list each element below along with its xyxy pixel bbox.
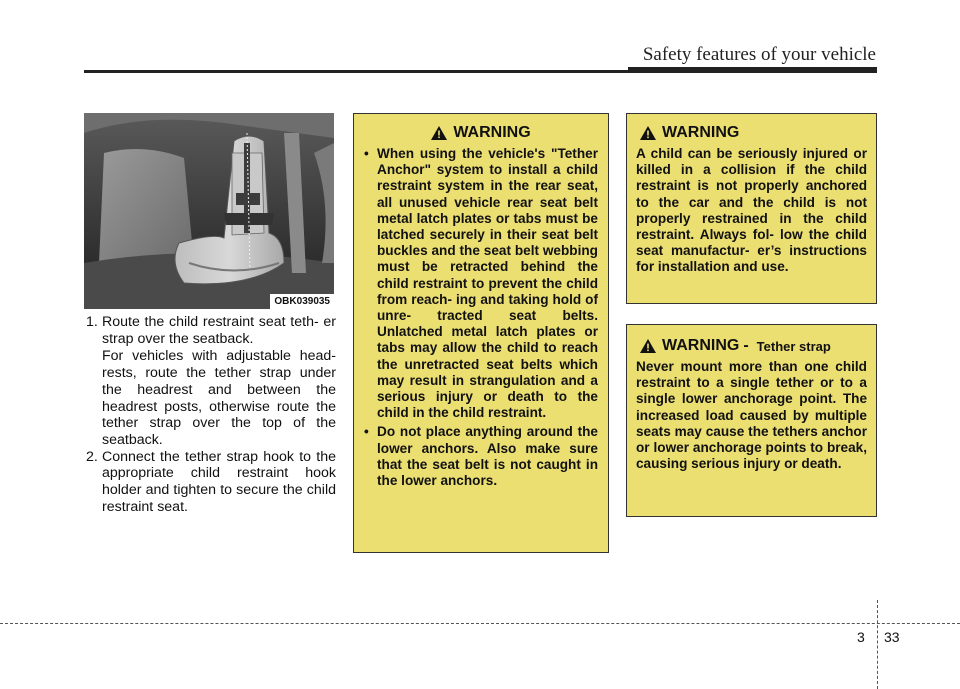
warning-bullets: [364, 146, 598, 489]
list-item: [364, 424, 598, 489]
chapter-number: 3: [857, 629, 865, 645]
warning-title: WARNING: [662, 124, 740, 141]
page-footer-rule: [0, 623, 960, 624]
step-text: Route the child restraint seat teth- er strap over the seatback.: [102, 314, 336, 347]
warning-triangle-icon: [431, 126, 447, 140]
step-text: Connect the tether strap hook to the appropriate child restraint hook holder and tighten to secure the child restraint seat.: [102, 448, 336, 515]
instruction-steps: [86, 314, 336, 515]
child-seat-illustration: [84, 113, 334, 309]
warning-box-child-restraint: [626, 113, 877, 304]
warning-title: WARNING: [453, 124, 531, 141]
warning-text: Never mount more than one child restraint to a single tether or to a single lower anchorage point. The increased load caused by multiple seats may cause the tethers anchor or lower anchorage points to break, causing serious injury or death.: [636, 359, 867, 472]
warning-heading: [636, 337, 867, 355]
warning-triangle-icon: [640, 339, 656, 353]
bullet-marker: •: [364, 424, 369, 440]
warning-box-tether-strap: [626, 324, 877, 517]
child-seat-drawing: [84, 113, 334, 309]
warning-heading: [636, 124, 867, 142]
page-footer-divider: [877, 600, 878, 689]
step-number: 2.: [86, 448, 98, 465]
warning-text: A child can be seriously injured or killed in a collision if the child restraint is not properly anchored to the car and the child is not properly restrained in the child restraint. Always fol- low the child seat manufactur- er’s instructions for installation and use.: [636, 146, 867, 275]
warning-heading: [364, 124, 598, 142]
bullet-text: Do not place anything around the lower anchors. Also make sure that the seat belt is not caught in the lower anchors.: [377, 424, 598, 489]
header-rule-accent: [628, 67, 877, 73]
list-item: [364, 146, 598, 421]
bullet-text: When using the vehicle's "Tether Anchor" system to install a child restraint system in the rear seat, all unused vehicle rear seat belt metal latch plates or tabs must be latched securely in their seat belt buckles and the seat belt webbing must be retracted behind the child restraint to prevent the child from reach- ing and taking hold of unre- tracted seat belts. Unlatched metal latch plates or tabs may allow the child to reach the unretracted seat belts which may result in strangulation and a serious injury or death to the child in the child restraint.: [377, 146, 598, 421]
step-1-note: For vehicles with adjustable head- rests, route the tether strap under the headrest and between the headrest posts, otherwise route the tether strap over the top of the seatback.: [102, 348, 336, 448]
section-title: Safety features of your vehicle: [642, 44, 876, 65]
step-1: [86, 314, 336, 347]
warning-triangle-icon: [640, 126, 656, 140]
page-number: 33: [884, 629, 900, 645]
warning-title-dash: -: [743, 337, 749, 354]
figure-code: OBK039035: [270, 294, 334, 309]
step-2: [86, 449, 336, 516]
warning-title: WARNING: [662, 337, 740, 354]
warning-box-tether-anchor: [353, 113, 609, 553]
warning-subtitle: Tether strap: [756, 338, 831, 354]
bullet-marker: •: [364, 146, 369, 161]
step-number: 1.: [86, 314, 98, 330]
